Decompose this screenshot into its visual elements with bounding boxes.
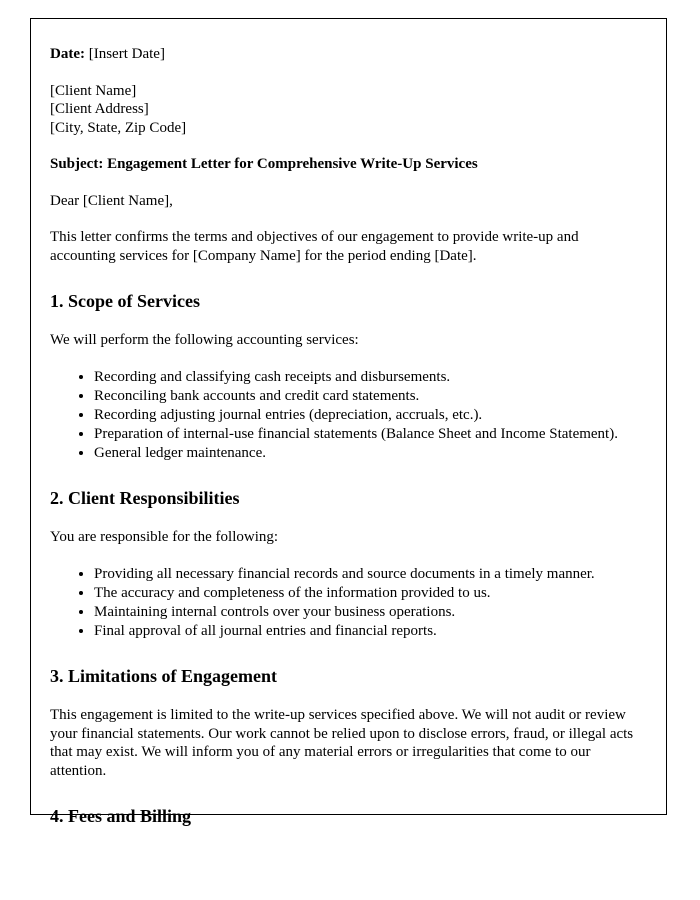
recipient-city-line: [City, State, Zip Code]: [50, 119, 187, 136]
subject-line: Subject: Engagement Letter for Comprehensive Write-Up Services: [50, 156, 478, 172]
salutation: Dear [Client Name],: [50, 192, 173, 209]
responsibilities-lead-paragraph: You are responsible for the following:: [50, 529, 279, 545]
date-line: [50, 45, 640, 64]
limitations-paragraph: This engagement is limited to the write-up services specified above. We will not audit or review your financial statements. Our work cannot be relied upon to disclose errors, fraud, or illegal acts that may exist. We will inform you of any material errors or irregularities that come to our attention.: [50, 707, 634, 779]
list-item: • Maintaining internal controls over your business operations.: [94, 603, 640, 622]
engagement-letter-page: [30, 18, 667, 826]
list-item: • Recording and classifying cash receipts and disbursements.: [94, 368, 640, 387]
recipient-name-line: [Client Name]: [50, 82, 137, 99]
section-heading-scope-of-services: 1. Scope of Services: [50, 291, 200, 311]
date-label: Date:: [50, 46, 85, 62]
recipient-address-block: [50, 82, 640, 138]
list-item: • Final approval of all journal entries and financial reports.: [94, 622, 640, 641]
list-item: • Reconciling bank accounts and credit card statements.: [94, 387, 640, 406]
list-item: • Recording adjusting journal entries (depreciation, accruals, etc.).: [94, 406, 640, 425]
list-item: • The accuracy and completeness of the information provided to us.: [94, 584, 640, 603]
list-item: • Providing all necessary financial records and source documents in a timely manner.: [94, 565, 640, 584]
section-heading-fees-and-billing: 4. Fees and Billing: [50, 806, 192, 826]
list-item: • General ledger maintenance.: [94, 444, 640, 463]
section-heading-limitations: 3. Limitations of Engagement: [50, 666, 277, 686]
responsibilities-bullet-list: [50, 565, 640, 641]
scope-lead-paragraph: We will perform the following accounting services:: [50, 332, 359, 348]
scope-bullet-list: [50, 368, 640, 463]
recipient-address-line: [Client Address]: [50, 101, 149, 117]
section-heading-client-responsibilities: 2. Client Responsibilities: [50, 488, 240, 508]
list-item: • Preparation of internal-use financial statements (Balance Sheet and Income Statement).: [94, 425, 640, 444]
intro-paragraph: This letter confirms the terms and objectives of our engagement to provide write-up and accounting services for [Company Name] for the period ending [Date].: [50, 229, 579, 264]
date-value: [Insert Date]: [88, 46, 165, 62]
